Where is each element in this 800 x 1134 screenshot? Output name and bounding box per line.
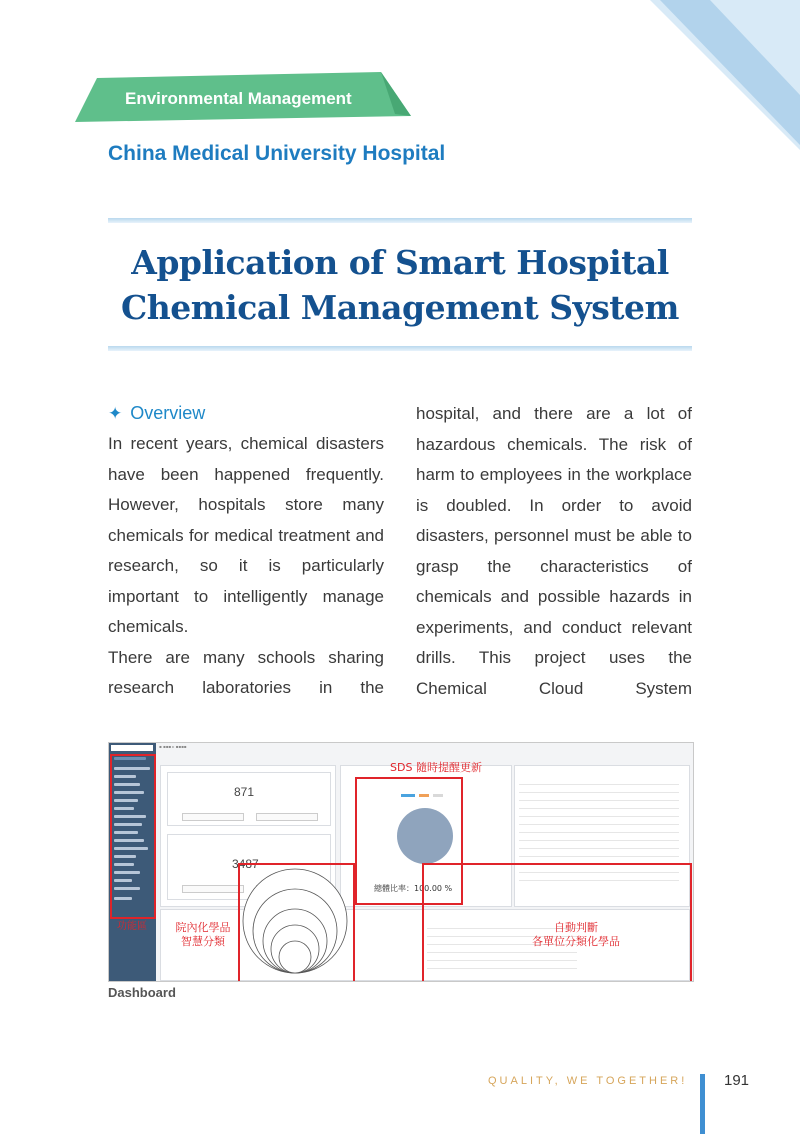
callout-unit-line-1: 自動判斷 <box>554 921 598 934</box>
text-column-right <box>416 399 692 704</box>
section-heading <box>108 399 384 429</box>
sparkle-icon: ✦ <box>108 404 123 423</box>
callout-classification-line-2: 智慧分類 <box>181 935 225 948</box>
corner-decoration <box>650 0 800 150</box>
callout-sds: SDS 隨時提醒更新 <box>390 761 482 774</box>
text-column-left <box>108 399 384 704</box>
sds-rate: 總體比率：100.00 % <box>374 884 453 893</box>
hospital-name: China Medical University Hospital <box>108 142 446 165</box>
page-number: 191 <box>724 1072 750 1089</box>
stat-count-1: 871 <box>234 785 255 799</box>
dashboard-main <box>156 743 693 981</box>
figure-caption: Dashboard <box>108 985 176 1000</box>
article-title <box>108 240 692 330</box>
stat-card-1 <box>167 772 331 826</box>
callout-classification <box>170 921 236 949</box>
section-heading-label: Overview <box>130 403 206 423</box>
dashboard-screenshot <box>108 742 694 982</box>
callout-menu: 功能區 <box>117 921 147 932</box>
paragraph: In recent years, chemical disasters have been happened frequently. However, hospitals store many chemicals for medical treatment and research, so it is particularly important to intelligently manage chemicals. <box>108 434 384 636</box>
section-banner <box>75 68 415 124</box>
callout-classification-line-1: 院內化學品 <box>175 921 231 934</box>
dashboard-breadcrumb: ▪ ▪▪▪ ▸ ▪▪▪▪ <box>159 744 187 749</box>
banner-label: Environmental Management <box>125 89 352 108</box>
sidebar-search <box>111 745 153 751</box>
paragraph: hospital, and there are a lot of hazardous chemicals. The risk of harm to employees in the workplace is doubled. In order to avoid disasters, personnel must be able to grasp the characteristics of chemicals and possible hazards in experiments, and conduct relevant drills. This project uses the Chemical Cloud System <box>416 404 692 698</box>
title-line-2: Chemical Management System <box>121 288 679 327</box>
sds-rate-value: 100.00 % <box>414 884 453 893</box>
dashboard-sidebar <box>109 743 156 981</box>
title-rule-bottom <box>108 346 692 351</box>
stat-count-2: 3487 <box>232 857 259 871</box>
title-rule-top <box>108 218 692 223</box>
callout-unit-classification <box>516 921 636 949</box>
circles-highlight <box>238 863 355 982</box>
menu-highlight <box>110 754 156 919</box>
title-line-1: Application of Smart Hospital <box>131 243 669 282</box>
paragraph: There are many schools sharing research laboratories in the <box>108 647 384 697</box>
footer-divider <box>700 1074 705 1134</box>
footer-slogan: QUALITY, WE TOGETHER! <box>488 1075 688 1087</box>
callout-unit-line-2: 各單位分類化學品 <box>532 935 620 948</box>
